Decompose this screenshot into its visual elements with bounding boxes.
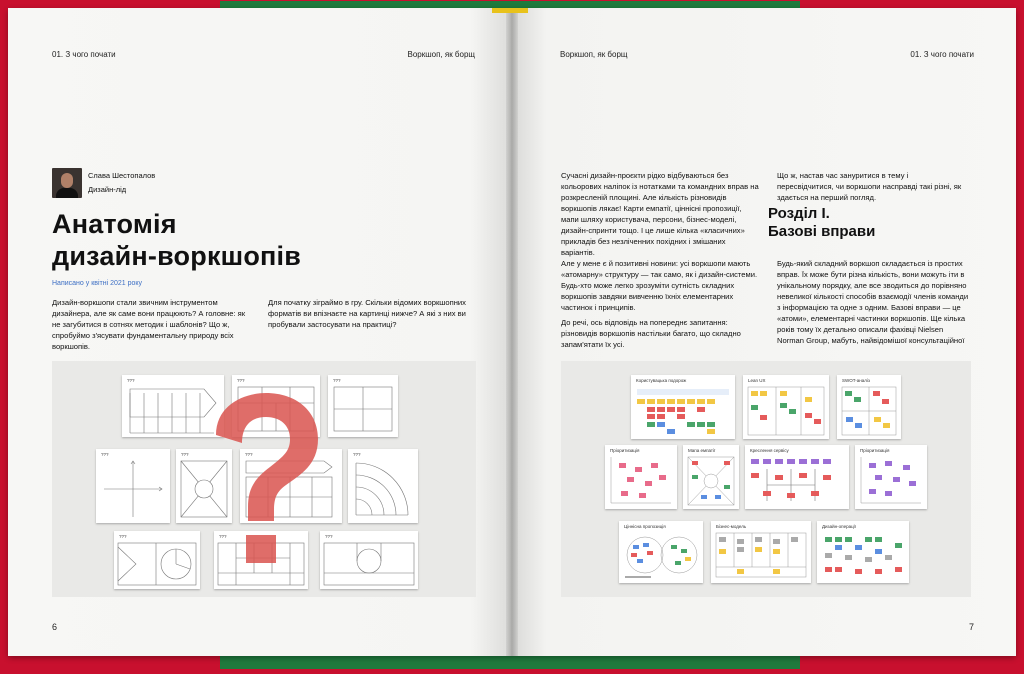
left-page: [8, 8, 511, 656]
workshop-card: [711, 521, 811, 583]
game-paragraph: Для початку зіграймо в гру. Скільки відомих воркшопних форматів ви впізнаєте на картинці нижче? А які з них ви пробували застосувати на практиці?: [268, 298, 466, 329]
positive-news-paragraph: Але у мене є й позитивні новини: усі воркшопи мають «атомарну» структуру — так само, як і дизайн-системи. Будь-хто може легко зрозуміти сутність складних воркшопів завдяки вивченню їхніх елементарних частинок і принципів.: [561, 259, 758, 312]
intro-paragraph: Сучасні дизайн-проєкти рідко відбуваються без кольорових наліпок із нотатками та командних вправ на розкресленій площині. Але кількість різновидів воркшопів лякає! Карти емпатії, ціннісні пропозиції, мапи шляху користувача, персони, бізнес-моделі, дизайн-спринти тощо. І це лише кілька «класичних» прикладів без незліченних похідних і змішаних варіантів.: [561, 171, 759, 257]
workshop-card: [619, 521, 703, 583]
workshop-card: [683, 445, 739, 509]
workshop-card-title: Креслення сервісу: [750, 448, 789, 453]
workshop-card-title: Пріоритизація: [860, 448, 890, 453]
author-role: Дизайн-лід: [88, 185, 127, 194]
workshop-card: [605, 445, 677, 509]
template-card: ???: [214, 531, 308, 589]
workshop-card-title: Пріоритизація: [610, 448, 640, 453]
section-title: Базові вправи: [768, 223, 876, 240]
template-card: ???: [320, 531, 418, 589]
template-card: ???: [348, 449, 418, 523]
article-title: [52, 208, 301, 272]
template-card: ???: [96, 449, 170, 523]
avatar: [52, 168, 82, 198]
workshop-card-title: Дизайн-операції: [822, 524, 856, 529]
author-byline: [52, 168, 155, 198]
page-number: 7: [968, 622, 974, 632]
intro-paragraph: Дизайн-воркшопи стали звичним інструментом дизайнера, але як саме вони працюють? А головне: як не загубитися в сотнях методик і шаблонів? Що ж, спробуймо з'ясувати фундаментальну природу всіх воркшопів.: [52, 298, 246, 351]
book-spine: [506, 8, 518, 656]
title-line-1: Анатомія: [52, 209, 177, 239]
running-head-book: Воркшоп, як борщ: [560, 50, 628, 59]
workshop-card-title: Lean UX: [748, 378, 766, 383]
workshop-card: [631, 375, 735, 439]
section-heading: [768, 205, 875, 241]
author-name: Слава Шестопалов: [88, 171, 156, 180]
title-line-2: дизайн-воркшопів: [52, 241, 302, 271]
running-head-chapter: 01. З чого почати: [52, 50, 116, 59]
template-card: ???: [176, 449, 232, 523]
running-head-book: Воркшоп, як борщ: [407, 50, 475, 59]
question-mark-overlay: [206, 393, 324, 573]
workshop-card: [837, 375, 901, 439]
workshop-canvases-figure: [561, 361, 971, 597]
publication-date: Написано у квітні 2021 року: [52, 280, 143, 287]
template-card: ???: [232, 375, 320, 437]
ribbon-bookmark: [492, 8, 528, 13]
workshop-card: [855, 445, 927, 509]
workshop-card-title: Бізнес-модель: [716, 524, 747, 529]
workshop-card-title: SWOT-аналіз: [842, 378, 870, 383]
bottom-color-stripe: [0, 655, 1024, 669]
template-card: ???: [114, 531, 200, 589]
basic-exercises-paragraph: Будь-який складний воркшоп складається із простих вправ. Їх може бути різна кількість, вони можуть іти в унікальному порядку, але все зводиться до порівняно невеликої кількості способів взаємодії членів команди з інформацією та одне з одним. Базові вправи — це «атоми», елементарні частинки воркшопів. Ще кілька років тому їх детально описали фахівці Nielsen Norman Group, мабуть, найвідомішої консультаційної: [777, 259, 969, 345]
template-card: ???: [122, 375, 224, 437]
running-head-chapter: 01. З чого почати: [910, 50, 974, 59]
page-number: 6: [52, 622, 58, 632]
template-card: ???: [328, 375, 398, 437]
transition-paragraph: Що ж, настав час зануритися в тему і пересвідчитися, чи воркшопи насправді такі різні, як здається на перший погляд.: [777, 171, 962, 202]
template-card: ???: [240, 449, 342, 523]
section-number: Розділ I.: [768, 205, 830, 222]
answer-paragraph: До речі, ось відповідь на попереднє запитання: різновидів воркшопів настільки багато, що складно запам'ятати їх усі.: [561, 318, 741, 349]
workshop-card: [817, 521, 909, 583]
workshop-card: [745, 445, 849, 509]
workshop-card: [743, 375, 829, 439]
workshop-card-title: Користувацька подорож: [636, 378, 687, 383]
workshop-card-title: Мапа емпатії: [688, 448, 716, 453]
workshop-card-title: Ціннісна пропозиція: [624, 524, 666, 529]
